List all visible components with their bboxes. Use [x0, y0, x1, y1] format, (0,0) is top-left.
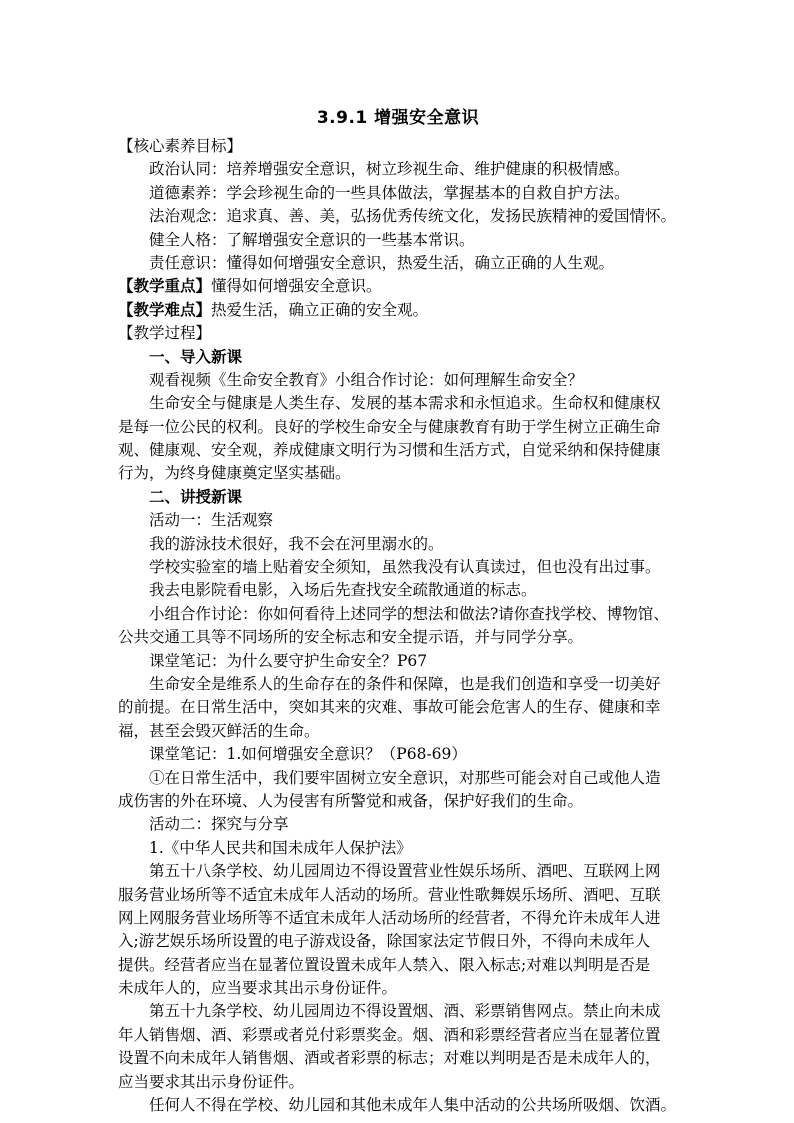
answer2-line-1: ①在日常生活中，我们要牢固树立安全意识，对那些可能会对自己或他人造 — [149, 768, 661, 787]
goal-moral: 道德素养：学会珍视生命的一些具体做法，掌握基本的自救自护方法。 — [149, 183, 630, 202]
difficulty — [118, 299, 678, 322]
article58-line-4: 入;游艺娱乐场所设置的电子游戏设备，除国家法定节假日外，不得向未成年人 — [118, 932, 651, 951]
article59-line-3: 设置不向未成年人销售烟、酒或者彩票的标志；对难以判明是否是未成年人的， — [118, 1049, 661, 1068]
observation-2: 学校实验室的墙上贴着安全须知，虽然我没有认真读过，但也没有出过事。 — [149, 558, 661, 577]
law-title: 1.《中华人民共和国未成年人保护法》 — [149, 838, 412, 857]
goal-law: 法治观念：追求真、善、美，弘扬优秀传统文化，发扬民族精神的爱国情怀。 — [149, 207, 677, 226]
goal-political: 政治认同：培养增强安全意识，树立珍视生命、维护健康的积极情感。 — [149, 160, 630, 179]
article59-line-4: 应当要求其出示身份证件。 — [118, 1072, 305, 1091]
article58-line-6: 未成年人的，应当要求其出示身份证件。 — [118, 979, 398, 998]
observation-3: 我去电影院看电影，入场后先查找安全疏散通道的标志。 — [149, 581, 537, 600]
section1-video: 观看视频《生命安全教育》小组合作讨论：如何理解生命安全？ — [149, 370, 584, 389]
answer2-line-2: 成伤害的外在环境、人为侵害有所警觉和戒备，保护好我们的生命。 — [118, 791, 584, 810]
key-point — [118, 275, 678, 298]
difficulty-text: 热爱生活，确立正确的安全观。 — [211, 300, 429, 319]
article59-line-2: 年人销售烟、酒、彩票或者兑付彩票奖金。烟、酒和彩票经营者应当在显著位置 — [118, 1025, 661, 1044]
article58-line-3: 网上网服务营业场所等不适宜未成年人活动场所的经营者，不得允许未成年人进 — [118, 908, 661, 927]
article58-line-2: 服务营业场所等不适宜未成年人活动的场所。营业性歌舞娱乐场所、酒吧、互联 — [118, 885, 661, 904]
section1-para-line-3: 观、健康观、安全观，养成健康文明行为习惯和生活方式，自觉采纳和保持健康 — [118, 441, 661, 460]
goal-personality: 健全人格：了解增强安全意识的一些基本常识。 — [149, 230, 475, 249]
section2-heading: 二、讲授新课 — [149, 487, 243, 506]
document-title: 3.9.1 增强安全意识 — [316, 108, 480, 128]
key-point-label: 【教学重点】 — [118, 277, 212, 296]
section1-para-line-1: 生命安全与健康是人类生存、发展的基本需求和永恒追求。生命权和健康权 — [149, 394, 661, 413]
article58-line-5: 提供。经营者应当在显著位置设置未成年人禁入、限入标志;对难以判明是否是 — [118, 955, 651, 974]
discussion-line-1: 小组合作讨论：你如何看待上述同学的想法和做法?请你查找学校、博物馆、 — [149, 604, 669, 623]
core-goals-heading: 【核心素养目标】 — [118, 137, 243, 155]
activity1-heading: 活动一：生活观察 — [149, 511, 274, 530]
section1-para-line-4: 行为，为终身健康奠定坚实基础。 — [118, 464, 351, 483]
article58-line-1: 第五十八条学校、幼儿园周边不得设置营业性娱乐场所、酒吧、互联网上网 — [149, 862, 661, 881]
discussion-line-2: 公共交通工具等不同场所的安全标志和安全提示语，并与同学分享。 — [118, 628, 584, 647]
observation-1: 我的游泳技术很好，我不会在河里溺水的。 — [149, 534, 444, 553]
goal-responsibility: 责任意识：懂得如何增强安全意识，热爱生活，确立正确的人生观。 — [149, 253, 615, 272]
no-smoking-drinking-line: 任何人不得在学校、幼儿园和其他未成年人集中活动的公共场所吸烟、饮酒。 — [149, 1096, 677, 1115]
section1-heading: 一、导入新课 — [149, 347, 243, 366]
answer1-line-1: 生命安全是维系人的生命存在的条件和保障，也是我们创造和享受一切美好 — [149, 674, 661, 693]
answer1-line-3: 福，甚至会毁灭鲜活的生命。 — [118, 721, 320, 740]
article59-line-1: 第五十九条学校、幼儿园周边不得设置烟、酒、彩票销售网点。禁止向未成 — [149, 1002, 661, 1021]
process-heading: 【教学过程】 — [118, 324, 212, 343]
answer1-line-2: 的前提。在日常生活中，突如其来的灾难、事故可能会危害人的生存、健康和幸 — [118, 698, 661, 717]
class-note-1: 课堂笔记：为什么要守护生命安全？P67 — [149, 651, 428, 670]
difficulty-label: 【教学难点】 — [118, 300, 212, 319]
key-point-text: 懂得如何增强安全意识。 — [211, 277, 382, 296]
class-note-2: 课堂笔记：1.如何增强安全意识？（P68-69） — [149, 745, 467, 764]
document-page — [118, 104, 678, 1117]
section1-para-line-2: 是每一位公民的权利。良好的学校生命安全与健康教育有助于学生树立正确生命 — [118, 417, 661, 436]
activity2-heading: 活动二：探究与分享 — [149, 815, 289, 834]
